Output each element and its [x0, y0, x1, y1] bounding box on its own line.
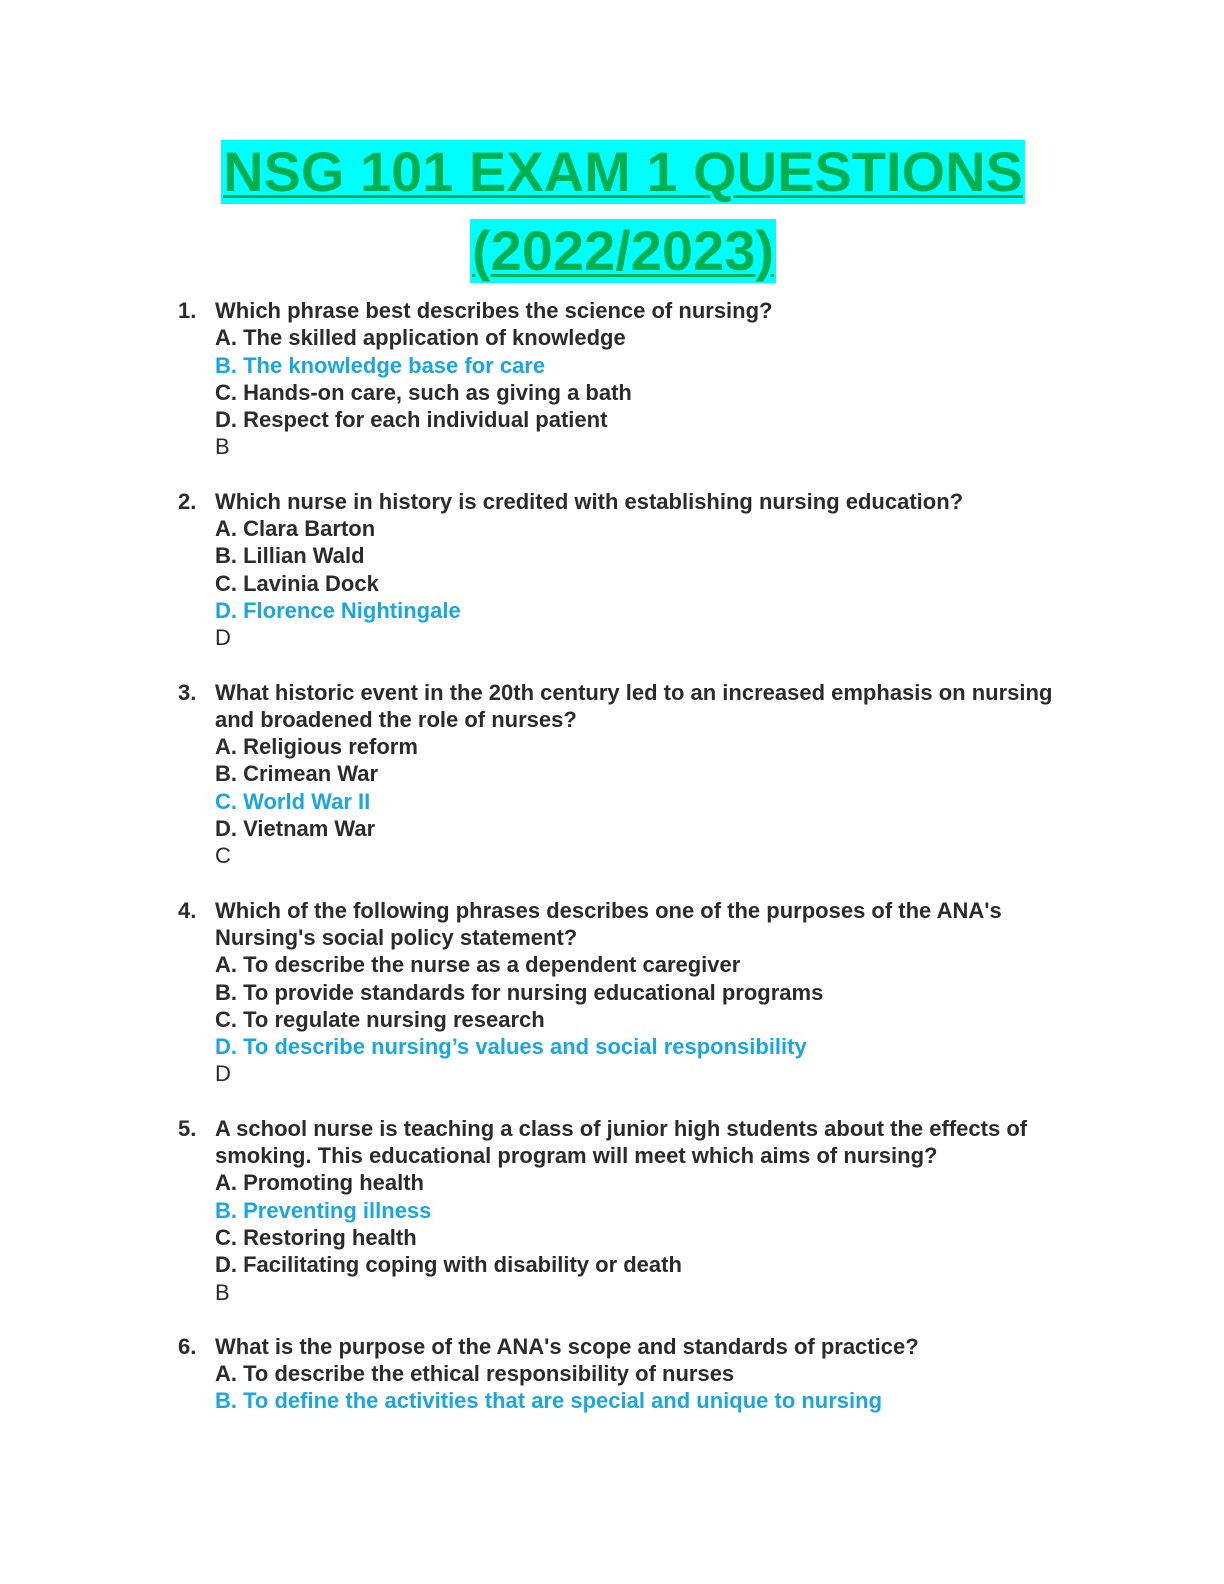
answer-option: B. Lillian Wald	[215, 543, 365, 569]
question-text: What is the purpose of the ANA's scope and standards of practice?	[215, 1333, 919, 1359]
question-item	[178, 679, 1078, 870]
question-item	[178, 1333, 1078, 1415]
question-list	[178, 297, 1078, 1442]
answer-option: A. The skilled application of knowledge	[215, 325, 626, 351]
answer-option: C. To regulate nursing research	[215, 1006, 545, 1032]
correct-answer-option: D. To describe nursing’s values and social responsibility	[215, 1034, 807, 1060]
answer-option: C. Lavinia Dock	[215, 570, 379, 596]
question-text: Which phrase best describes the science of nursing?	[215, 298, 773, 323]
title-line-2: (2022/2023)	[471, 219, 774, 282]
question-text: A school nurse is teaching a class of junior high students about the effects of smoking. This educational program will meet which aims of nursing?	[215, 1115, 1028, 1169]
question-item	[178, 297, 1078, 461]
answer-option: D. Facilitating coping with disability or death	[215, 1252, 682, 1278]
answer-option: C. Hands-on care, such as giving a bath	[215, 379, 632, 405]
question-item	[178, 1115, 1078, 1306]
correct-answer-option: C. World War II	[215, 788, 371, 814]
question-text: Which of the following phrases describes one of the purposes of the ANA's Nursing's social policy statement?	[215, 897, 1002, 950]
correct-answer-option: B. Preventing illness	[215, 1197, 432, 1223]
title-line-1: NSG 101 EXAM 1 QUESTIONS	[223, 140, 1023, 203]
question-number: 5.	[178, 1115, 197, 1141]
answer-key: D	[215, 1061, 231, 1087]
answer-option: A. To describe the nurse as a dependent caregiver	[215, 952, 741, 978]
correct-answer-option: D. Florence Nightingale	[215, 597, 461, 623]
answer-key: C	[215, 843, 231, 869]
answer-option: D. Respect for each individual patient	[215, 407, 608, 433]
answer-option: D. Vietnam War	[215, 816, 376, 842]
answer-option: A. To describe the ethical responsibility of nurses	[215, 1361, 735, 1387]
question-number: 2.	[178, 488, 197, 514]
question-text: Which nurse in history is credited with establishing nursing education?	[215, 488, 964, 514]
answer-option: A. Clara Barton	[215, 516, 376, 542]
question-number: 4.	[178, 897, 197, 923]
answer-key: D	[215, 625, 231, 651]
document-title	[0, 140, 1224, 298]
question-text: What historic event in the 20th century led to an increased emphasis on nursing and broadened the role of nurses?	[215, 679, 1053, 732]
answer-option: B. To provide standards for nursing educational programs	[215, 979, 824, 1005]
question-number: 1.	[178, 298, 197, 323]
answer-key: B	[215, 434, 230, 460]
correct-answer-option: B. The knowledge base for care	[215, 352, 546, 378]
answer-option: A. Religious reform	[215, 734, 418, 760]
question-number: 3.	[178, 679, 197, 705]
question-item	[178, 897, 1078, 1088]
question-item	[178, 488, 1078, 652]
correct-answer-option: B. To define the activities that are special and unique to nursing	[215, 1388, 883, 1414]
answer-option: C. Restoring health	[215, 1224, 417, 1250]
answer-option: A. Promoting health	[215, 1170, 424, 1196]
answer-option: B. Crimean War	[215, 761, 379, 787]
question-number: 6.	[178, 1333, 197, 1359]
answer-key: B	[215, 1279, 230, 1305]
